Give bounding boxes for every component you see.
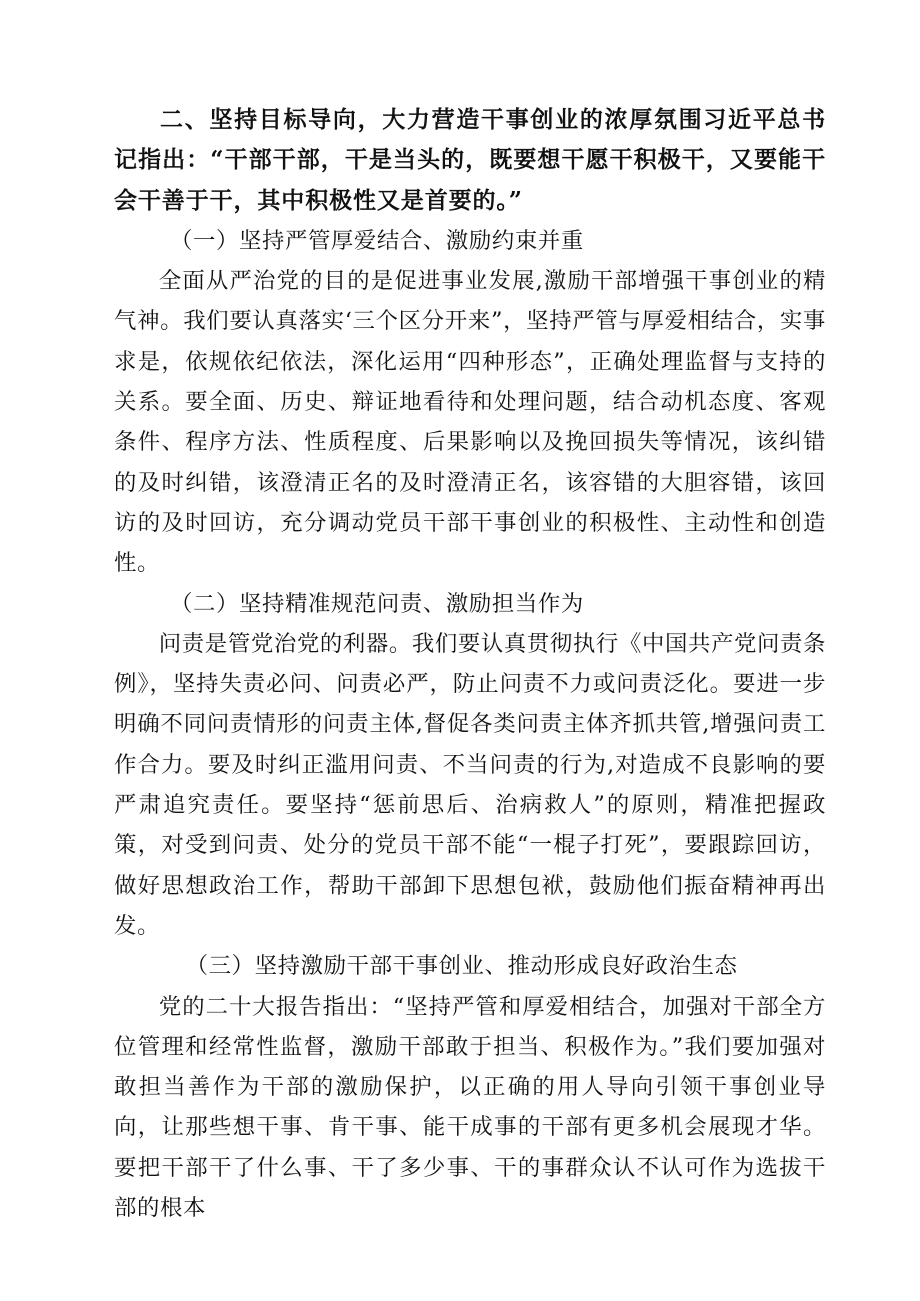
paragraph-1: 全面从严治党的目的是促进事业发展,激励干部增强干事创业的精气神。我们要认真落实‘三个区分开来”，坚持严管与厚爱相结合，实事求是，依规依纪依法，深化运用“四种形态”，正确处理监督与支持的关系。要全面、历史、辩证地看待和处理问题，结合动机态度、客观条件、程序方法、性质程度、后果影响以及挽回损失等情况，该纠错的及时纠错，该澄清正名的及时澄清正名，该容错的大胆容错，该回访的及时回访，充分调动党员干部干事创业的积极性、主动性和创造性。	[114, 268, 826, 577]
subsection-title-1: （一）坚持严管厚爱结合、激励约束并重	[170, 227, 584, 254]
section-heading: 二、坚持目标导向，大力营造干事创业的浓厚氛围习近平总书记指出：“干部干部，干是当头的，既要想干愿干积极干，又要能干会干善于干，其中积极性又是首要的。”	[114, 106, 826, 214]
paragraph-3: 党的二十大报告指出：“坚持严管和厚爱相结合，加强对干部全方位管理和经常性监督，激励干部敢于担当、积极作为。”我们要加强对敢担当善作为干部的激励保护，以正确的用人导向引领干事创业导向，让那些想干事、肯干事、能干成事的干部有更多机会展现才华。要把干部干了什么事、干了多少事、干的事群众认不认可作为选拔干部的根本	[114, 993, 826, 1222]
subsection-title-3: （三）坚持激励干部干事创业、推动形成良好政治生态	[185, 953, 738, 980]
document-body	[114, 100, 826, 1228]
paragraph-2: 问责是管党治党的利器。我们要认真贯彻执行《中国共产党问责条例》，坚持失责必问、问责必严，防止问责不力或问责泛化。要进一步明确不同问责情形的问责主体,督促各类问责主体齐抓共管,增强问责工作合力。要及时纠正滥用问责、不当问责的行为,对造成不良影响的要严肃追究责任。要坚持“惩前思后、治病救人”的原则，精准把握政策，对受到问责、处分的党员干部不能“一棍子打死”，要跟踪回访，做好思想政治工作，帮助干部卸下思想包袱，鼓励他们振奋精神再出发。	[114, 630, 826, 939]
subsection-title-2: （二）坚持精准规范问责、激励担当作为	[170, 590, 584, 617]
